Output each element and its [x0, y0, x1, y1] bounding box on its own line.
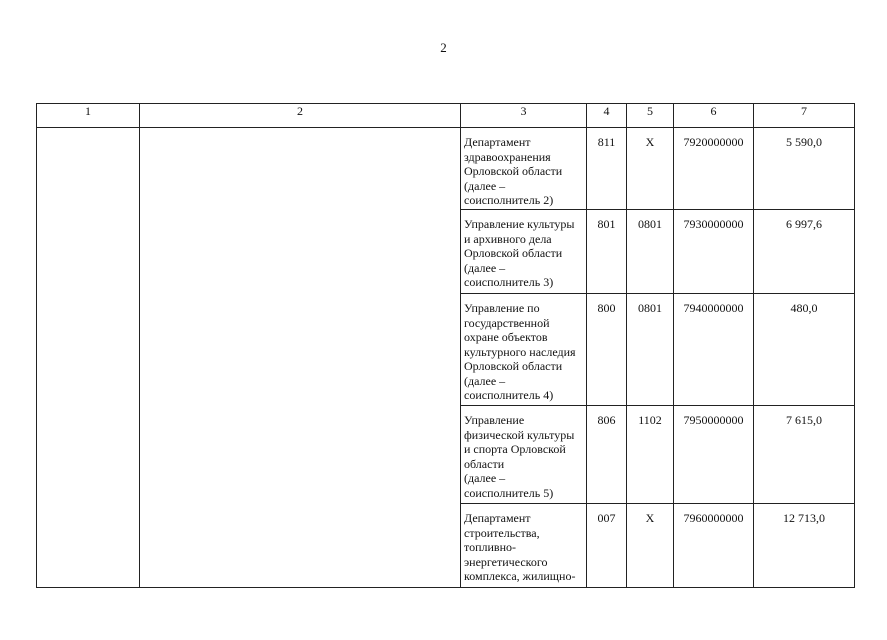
executor-line: (далее –	[464, 260, 506, 275]
executor-line: соисполнитель 2)	[464, 193, 554, 207]
executor-cell	[461, 210, 587, 294]
program-code-cell: 7920000000	[674, 128, 754, 210]
executor-line: (далее –	[464, 373, 506, 388]
column-header: 3	[461, 104, 587, 128]
column-header: 7	[754, 104, 855, 128]
executor-line: соисполнитель 5)	[464, 485, 554, 500]
executor-line: культурного наследия	[464, 344, 576, 359]
code-cell: 811	[587, 128, 627, 210]
executor-line: физической культуры	[464, 427, 575, 442]
table-row	[37, 128, 855, 210]
executor-line: Управление	[464, 413, 525, 427]
column-header: 4	[587, 104, 627, 128]
executor-line: (далее –	[464, 178, 506, 193]
program-code-cell: 7960000000	[674, 504, 754, 588]
code-cell: 801	[587, 210, 627, 294]
program-code-cell: 7950000000	[674, 406, 754, 504]
executor-line: соисполнитель 3)	[464, 275, 554, 289]
executor-line: Орловской области	[464, 359, 563, 373]
section-cell: 1102	[627, 406, 674, 504]
executor-line: здравоохранения	[464, 149, 551, 164]
executor-line: области	[464, 456, 505, 471]
merged-cell-col1	[37, 128, 140, 588]
page-number: 2	[440, 40, 447, 55]
section-cell: 0801	[627, 294, 674, 406]
program-code-cell: 7930000000	[674, 210, 754, 294]
budget-table	[36, 103, 855, 588]
executor-cell	[461, 128, 587, 210]
amount-cell: 480,0	[754, 294, 855, 406]
amount-cell: 5 590,0	[754, 128, 855, 210]
amount-cell: 12 713,0	[754, 504, 855, 588]
executor-cell	[461, 504, 587, 588]
column-header: 5	[627, 104, 674, 128]
column-header: 2	[140, 104, 461, 128]
header-row	[37, 104, 855, 128]
executor-line: (далее –	[464, 471, 506, 485]
executor-line: Департамент	[464, 135, 531, 149]
code-cell: 007	[587, 504, 627, 588]
code-cell: 806	[587, 406, 627, 504]
executor-line: соисполнитель 4)	[464, 388, 554, 402]
executor-line: строительства,	[464, 525, 540, 540]
amount-cell: 6 997,6	[754, 210, 855, 294]
executor-cell	[461, 294, 587, 406]
section-cell: Х	[627, 128, 674, 210]
program-code-cell: 7940000000	[674, 294, 754, 406]
executor-line: Департамент	[464, 511, 531, 525]
executor-line: энергетического	[464, 554, 548, 569]
executor-line: охране объектов	[464, 330, 548, 344]
executor-line: топливно-	[464, 540, 517, 554]
column-header: 1	[37, 104, 140, 128]
executor-line: Управление по	[464, 301, 540, 315]
merged-cell-col2	[140, 128, 461, 588]
executor-line: государственной	[464, 315, 550, 330]
column-header: 6	[674, 104, 754, 128]
executor-line: и архивного дела	[464, 231, 552, 246]
executor-cell	[461, 406, 587, 504]
executor-line: комплекса, жилищно-	[464, 569, 576, 583]
executor-line: Управление культуры	[464, 217, 575, 231]
executor-line: и спорта Орловской	[464, 442, 566, 456]
amount-cell: 7 615,0	[754, 406, 855, 504]
executor-line: Орловской области	[464, 164, 563, 178]
section-cell: Х	[627, 504, 674, 588]
executor-line: Орловской области	[464, 246, 563, 260]
section-cell: 0801	[627, 210, 674, 294]
code-cell: 800	[587, 294, 627, 406]
